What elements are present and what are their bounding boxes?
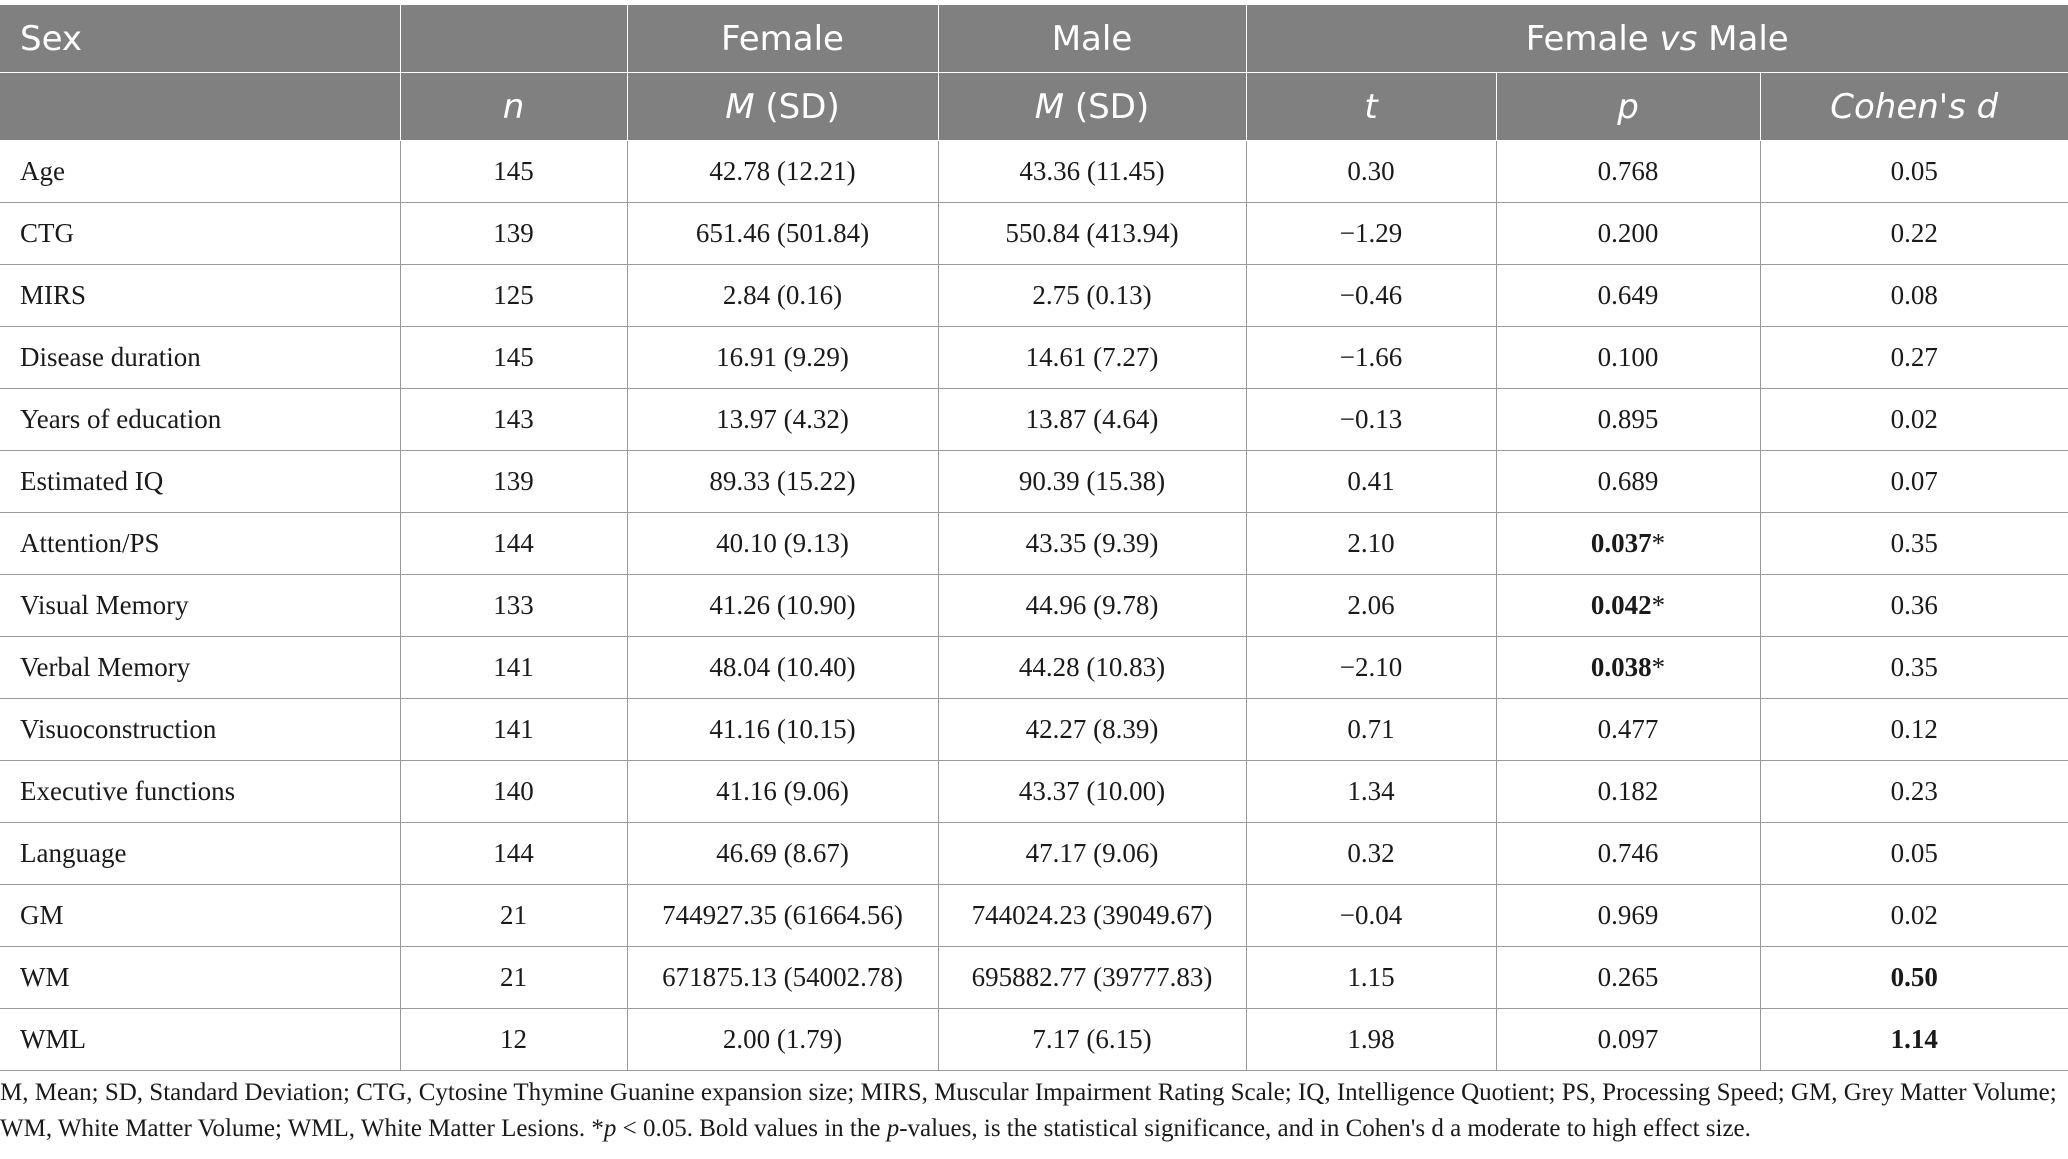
row-label: WML bbox=[0, 1009, 400, 1071]
header-t bbox=[1246, 73, 1496, 141]
header-compare-a: Female bbox=[1525, 18, 1660, 59]
cell-t: −0.46 bbox=[1246, 265, 1496, 327]
cell-male-msd: 42.27 (8.39) bbox=[938, 699, 1246, 761]
header-row-2 bbox=[0, 73, 2068, 141]
cell-n: 141 bbox=[400, 637, 627, 699]
cell-female-msd: 89.33 (15.22) bbox=[627, 451, 938, 513]
header-female-sd: (SD) bbox=[754, 86, 840, 127]
p-value: 0.895 bbox=[1597, 404, 1659, 434]
cell-female-msd: 40.10 (9.13) bbox=[627, 513, 938, 575]
cell-female-msd: 41.16 (10.15) bbox=[627, 699, 938, 761]
cell-t: 0.41 bbox=[1246, 451, 1496, 513]
row-label: Attention/PS bbox=[0, 513, 400, 575]
cell-female-msd: 671875.13 (54002.78) bbox=[627, 947, 938, 1009]
cell-n: 144 bbox=[400, 823, 627, 885]
header-compare-vs: vs bbox=[1659, 18, 1698, 59]
row-label: Age bbox=[0, 141, 400, 203]
p-value: 0.689 bbox=[1597, 466, 1659, 496]
cell-female-msd: 651.46 (501.84) bbox=[627, 203, 938, 265]
cell-male-msd: 43.36 (11.45) bbox=[938, 141, 1246, 203]
table-row bbox=[0, 885, 2068, 947]
cell-female-msd: 48.04 (10.40) bbox=[627, 637, 938, 699]
header-female-vs-male bbox=[1246, 5, 2068, 73]
table-header bbox=[0, 5, 2068, 141]
cell-t: −1.66 bbox=[1246, 327, 1496, 389]
cell-t: 0.71 bbox=[1246, 699, 1496, 761]
p-value: 0.182 bbox=[1597, 776, 1659, 806]
cell-cohens-d: 0.05 bbox=[1760, 141, 2068, 203]
header-male-msd bbox=[938, 73, 1246, 141]
table-row bbox=[0, 699, 2068, 761]
cell-t: 1.15 bbox=[1246, 947, 1496, 1009]
header-row-1 bbox=[0, 5, 2068, 73]
cell-t: 0.32 bbox=[1246, 823, 1496, 885]
cell-p bbox=[1496, 1009, 1760, 1071]
significance-star: * bbox=[1651, 652, 1666, 682]
cell-t: −2.10 bbox=[1246, 637, 1496, 699]
table-row bbox=[0, 203, 2068, 265]
p-value: 0.200 bbox=[1597, 218, 1659, 248]
cell-n: 145 bbox=[400, 327, 627, 389]
cell-n: 133 bbox=[400, 575, 627, 637]
cell-male-msd: 13.87 (4.64) bbox=[938, 389, 1246, 451]
cell-n: 141 bbox=[400, 699, 627, 761]
cell-p bbox=[1496, 327, 1760, 389]
cell-cohens-d: 0.08 bbox=[1760, 265, 2068, 327]
header-male-m: M bbox=[1034, 86, 1065, 127]
header-compare-b: Male bbox=[1697, 18, 1789, 59]
row-label: Verbal Memory bbox=[0, 637, 400, 699]
table-row bbox=[0, 141, 2068, 203]
footnote-part3: -values, is the statistical significance, and in Cohen's d a moderate to high effect size. bbox=[899, 1115, 1751, 1142]
header-n bbox=[400, 73, 627, 141]
header-female: Female bbox=[627, 5, 938, 73]
cell-n: 125 bbox=[400, 265, 627, 327]
cell-cohens-d: 0.07 bbox=[1760, 451, 2068, 513]
cell-p bbox=[1496, 575, 1760, 637]
header-n-text: n bbox=[502, 86, 525, 127]
footnote-p-italic: p bbox=[603, 1115, 617, 1142]
table-body bbox=[0, 141, 2068, 1071]
header-female-m: M bbox=[725, 86, 755, 127]
p-value: 0.042 bbox=[1590, 590, 1652, 620]
cell-male-msd: 44.28 (10.83) bbox=[938, 637, 1246, 699]
cell-n: 145 bbox=[400, 141, 627, 203]
table-row bbox=[0, 389, 2068, 451]
p-value: 0.768 bbox=[1597, 156, 1659, 186]
cell-t: −0.13 bbox=[1246, 389, 1496, 451]
cell-male-msd: 744024.23 (39049.67) bbox=[938, 885, 1246, 947]
cell-t: 2.10 bbox=[1246, 513, 1496, 575]
p-value: 0.265 bbox=[1597, 962, 1659, 992]
cell-n: 139 bbox=[400, 451, 627, 513]
table-row bbox=[0, 761, 2068, 823]
row-label: GM bbox=[0, 885, 400, 947]
significance-star: * bbox=[1651, 528, 1666, 558]
header-male: Male bbox=[938, 5, 1246, 73]
footnote-part1: M, Mean; SD, Standard Deviation; CTG, Cytosine Thymine Guanine expansion size; MIRS, Muscular Impairment Rating Scale; IQ, Intelligence Quotient; PS, Processing Speed; GM, Grey Matter Volume; WM, White Matter Volume; WML, White Matter Lesions. * bbox=[0, 1079, 2057, 1142]
table-row bbox=[0, 513, 2068, 575]
cell-female-msd: 2.84 (0.16) bbox=[627, 265, 938, 327]
cell-male-msd: 43.35 (9.39) bbox=[938, 513, 1246, 575]
cell-cohens-d: 0.35 bbox=[1760, 513, 2068, 575]
cell-cohens-d: 0.23 bbox=[1760, 761, 2068, 823]
cell-p bbox=[1496, 141, 1760, 203]
cell-cohens-d: 0.50 bbox=[1760, 947, 2068, 1009]
p-value: 0.097 bbox=[1597, 1024, 1659, 1054]
cell-male-msd: 695882.77 (39777.83) bbox=[938, 947, 1246, 1009]
row-label: Visual Memory bbox=[0, 575, 400, 637]
p-value: 0.037 bbox=[1590, 528, 1652, 558]
row-label: Executive functions bbox=[0, 761, 400, 823]
p-value: 0.100 bbox=[1597, 342, 1659, 372]
cell-male-msd: 90.39 (15.38) bbox=[938, 451, 1246, 513]
cell-p bbox=[1496, 389, 1760, 451]
p-value: 0.038 bbox=[1590, 652, 1652, 682]
cell-p bbox=[1496, 885, 1760, 947]
cell-male-msd: 44.96 (9.78) bbox=[938, 575, 1246, 637]
cell-female-msd: 46.69 (8.67) bbox=[627, 823, 938, 885]
table-row bbox=[0, 1009, 2068, 1071]
cell-cohens-d: 0.12 bbox=[1760, 699, 2068, 761]
cell-female-msd: 41.26 (10.90) bbox=[627, 575, 938, 637]
sex-comparison-table bbox=[0, 5, 2068, 1071]
cell-t: 0.30 bbox=[1246, 141, 1496, 203]
cell-female-msd: 41.16 (9.06) bbox=[627, 761, 938, 823]
cell-p bbox=[1496, 761, 1760, 823]
header-p bbox=[1496, 73, 1760, 141]
cell-female-msd: 42.78 (12.21) bbox=[627, 141, 938, 203]
p-value: 0.477 bbox=[1597, 714, 1659, 744]
cell-male-msd: 550.84 (413.94) bbox=[938, 203, 1246, 265]
table-row bbox=[0, 637, 2068, 699]
cell-cohens-d: 1.14 bbox=[1760, 1009, 2068, 1071]
cell-female-msd: 16.91 (9.29) bbox=[627, 327, 938, 389]
cell-p bbox=[1496, 203, 1760, 265]
cell-t: 1.98 bbox=[1246, 1009, 1496, 1071]
cell-p bbox=[1496, 451, 1760, 513]
row-label: Visuoconstruction bbox=[0, 699, 400, 761]
row-label: WM bbox=[0, 947, 400, 1009]
row-label: Disease duration bbox=[0, 327, 400, 389]
row-label: Estimated IQ bbox=[0, 451, 400, 513]
cell-cohens-d: 0.35 bbox=[1760, 637, 2068, 699]
cell-cohens-d: 0.02 bbox=[1760, 389, 2068, 451]
header-blank-label bbox=[0, 73, 400, 141]
cell-n: 139 bbox=[400, 203, 627, 265]
footnote-p-italic2: p bbox=[886, 1115, 900, 1142]
row-label: Language bbox=[0, 823, 400, 885]
table-row bbox=[0, 575, 2068, 637]
table-row bbox=[0, 265, 2068, 327]
cell-p bbox=[1496, 823, 1760, 885]
cell-t: −1.29 bbox=[1246, 203, 1496, 265]
row-label: MIRS bbox=[0, 265, 400, 327]
cell-p bbox=[1496, 699, 1760, 761]
table-row bbox=[0, 327, 2068, 389]
table-row bbox=[0, 947, 2068, 1009]
cell-cohens-d: 0.22 bbox=[1760, 203, 2068, 265]
cell-n: 144 bbox=[400, 513, 627, 575]
cell-female-msd: 2.00 (1.79) bbox=[627, 1009, 938, 1071]
header-t-text: t bbox=[1364, 86, 1378, 127]
cell-p bbox=[1496, 265, 1760, 327]
cell-cohens-d: 0.36 bbox=[1760, 575, 2068, 637]
cell-n: 21 bbox=[400, 947, 627, 1009]
cell-n: 143 bbox=[400, 389, 627, 451]
cell-male-msd: 2.75 (0.13) bbox=[938, 265, 1246, 327]
cell-p bbox=[1496, 637, 1760, 699]
cell-t: 2.06 bbox=[1246, 575, 1496, 637]
header-d-text: Cohen's d bbox=[1830, 86, 1999, 127]
p-value: 0.969 bbox=[1597, 900, 1659, 930]
cell-p bbox=[1496, 513, 1760, 575]
cell-female-msd: 744927.35 (61664.56) bbox=[627, 885, 938, 947]
cell-cohens-d: 0.05 bbox=[1760, 823, 2068, 885]
cell-t: 1.34 bbox=[1246, 761, 1496, 823]
p-value: 0.649 bbox=[1597, 280, 1659, 310]
p-value: 0.746 bbox=[1597, 838, 1659, 868]
cell-female-msd: 13.97 (4.32) bbox=[627, 389, 938, 451]
table-row bbox=[0, 451, 2068, 513]
cell-male-msd: 14.61 (7.27) bbox=[938, 327, 1246, 389]
cell-cohens-d: 0.02 bbox=[1760, 885, 2068, 947]
footnote-part2: < 0.05. Bold values in the bbox=[616, 1115, 887, 1142]
cell-n: 140 bbox=[400, 761, 627, 823]
header-p-text: p bbox=[1617, 86, 1639, 127]
significance-star: * bbox=[1651, 590, 1666, 620]
cell-male-msd: 7.17 (6.15) bbox=[938, 1009, 1246, 1071]
cell-cohens-d: 0.27 bbox=[1760, 327, 2068, 389]
cell-p bbox=[1496, 947, 1760, 1009]
cell-n: 12 bbox=[400, 1009, 627, 1071]
cell-t: −0.04 bbox=[1246, 885, 1496, 947]
results-table-container bbox=[0, 5, 2068, 1071]
header-male-sd: (SD) bbox=[1064, 86, 1150, 127]
table-row bbox=[0, 823, 2068, 885]
cell-n: 21 bbox=[400, 885, 627, 947]
header-female-msd bbox=[627, 73, 938, 141]
header-blank bbox=[400, 5, 627, 73]
table-footnote bbox=[0, 1075, 2060, 1147]
row-label: CTG bbox=[0, 203, 400, 265]
header-cohens-d bbox=[1760, 73, 2068, 141]
header-sex: Sex bbox=[0, 5, 400, 73]
cell-male-msd: 47.17 (9.06) bbox=[938, 823, 1246, 885]
cell-male-msd: 43.37 (10.00) bbox=[938, 761, 1246, 823]
row-label: Years of education bbox=[0, 389, 400, 451]
